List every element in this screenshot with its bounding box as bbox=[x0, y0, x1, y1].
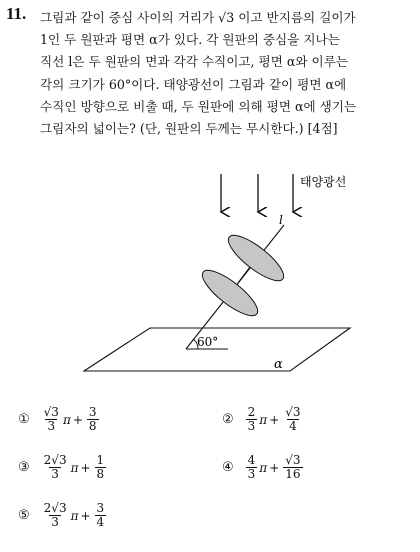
choice-5[interactable] bbox=[18, 502, 108, 529]
problem-number: 11. bbox=[6, 4, 27, 23]
denominator: 3 bbox=[51, 467, 59, 481]
problem-line: 직선 l은 두 원판의 면과 각각 수직이고, 평면 α와 이루는 bbox=[40, 54, 349, 70]
numerator: 2 bbox=[247, 405, 256, 419]
problem-line: 각의 크기가 60°이다. 태양광선이 그림과 같이 평면 α에 bbox=[40, 76, 347, 92]
sunlight-label: 태양광선 bbox=[300, 175, 347, 189]
choice-1[interactable] bbox=[18, 406, 101, 433]
denominator: 4 bbox=[96, 515, 105, 529]
denominator: 3 bbox=[47, 419, 56, 433]
choice-2[interactable] bbox=[222, 406, 305, 433]
fraction bbox=[42, 406, 61, 433]
operator: + bbox=[269, 412, 280, 427]
choice-marker: ③ bbox=[18, 460, 30, 475]
denominator: 8 bbox=[88, 419, 97, 433]
choice-marker: ② bbox=[222, 412, 234, 427]
denominator: 3 bbox=[247, 467, 256, 481]
problem-text bbox=[40, 7, 418, 140]
operator: + bbox=[80, 460, 91, 475]
choice-marker: ① bbox=[18, 412, 30, 427]
fraction bbox=[95, 454, 107, 481]
denominator: 3 bbox=[51, 515, 59, 529]
problem-line: 그림과 같이 중심 사이의 거리가 √3 이고 반지름의 길이가 bbox=[40, 10, 356, 25]
line-l-segment bbox=[238, 267, 250, 283]
fraction bbox=[283, 406, 302, 433]
fraction bbox=[95, 502, 107, 529]
problem-line: 1인 두 원판과 평면 α가 있다. 각 원판의 중심을 지나는 bbox=[40, 32, 340, 48]
operator: + bbox=[269, 460, 280, 475]
numerator: 1 bbox=[96, 453, 105, 467]
numerator: 3 bbox=[96, 501, 105, 515]
choice-3[interactable] bbox=[18, 454, 108, 481]
pi-symbol: π bbox=[70, 460, 79, 475]
choice-4[interactable] bbox=[222, 454, 305, 481]
problem-line: 수직인 방향으로 비출 때, 두 원판에 의해 평면 α에 생기는 bbox=[40, 98, 357, 114]
choice-marker: ④ bbox=[222, 460, 234, 475]
denominator: 8 bbox=[96, 467, 105, 481]
numerator: √3 bbox=[285, 453, 301, 467]
fraction bbox=[246, 454, 258, 481]
fraction bbox=[283, 454, 302, 481]
operator: + bbox=[72, 412, 83, 427]
numerator: √3 bbox=[43, 405, 59, 419]
choice-marker: ⑤ bbox=[18, 508, 30, 523]
operator: + bbox=[80, 508, 91, 523]
figure-diagram bbox=[0, 168, 420, 388]
numerator: 4 bbox=[247, 453, 256, 467]
fraction bbox=[87, 406, 99, 433]
numerator: 2√3 bbox=[43, 501, 67, 515]
figure bbox=[0, 168, 420, 388]
angle-label: 60° bbox=[197, 335, 219, 349]
problem-line: 그림자의 넓이는? (단, 원판의 두께는 무시한다.) [4점] bbox=[40, 121, 338, 137]
pi-symbol: π bbox=[259, 460, 268, 475]
answer-choices bbox=[0, 398, 420, 552]
pi-symbol: π bbox=[62, 412, 71, 427]
disc-lower bbox=[196, 263, 263, 322]
plane-label: α bbox=[274, 357, 283, 372]
pi-symbol: π bbox=[259, 412, 268, 427]
numerator: 2√3 bbox=[43, 453, 67, 467]
numerator: √3 bbox=[285, 405, 301, 419]
disc-upper bbox=[222, 228, 289, 287]
denominator: 3 bbox=[247, 419, 256, 433]
denominator: 16 bbox=[285, 467, 301, 481]
fraction bbox=[246, 406, 258, 433]
fraction bbox=[42, 502, 69, 529]
denominator: 4 bbox=[289, 419, 297, 433]
line-label: l bbox=[279, 213, 283, 227]
pi-symbol: π bbox=[70, 508, 79, 523]
fraction bbox=[42, 454, 69, 481]
numerator: 3 bbox=[88, 405, 97, 419]
